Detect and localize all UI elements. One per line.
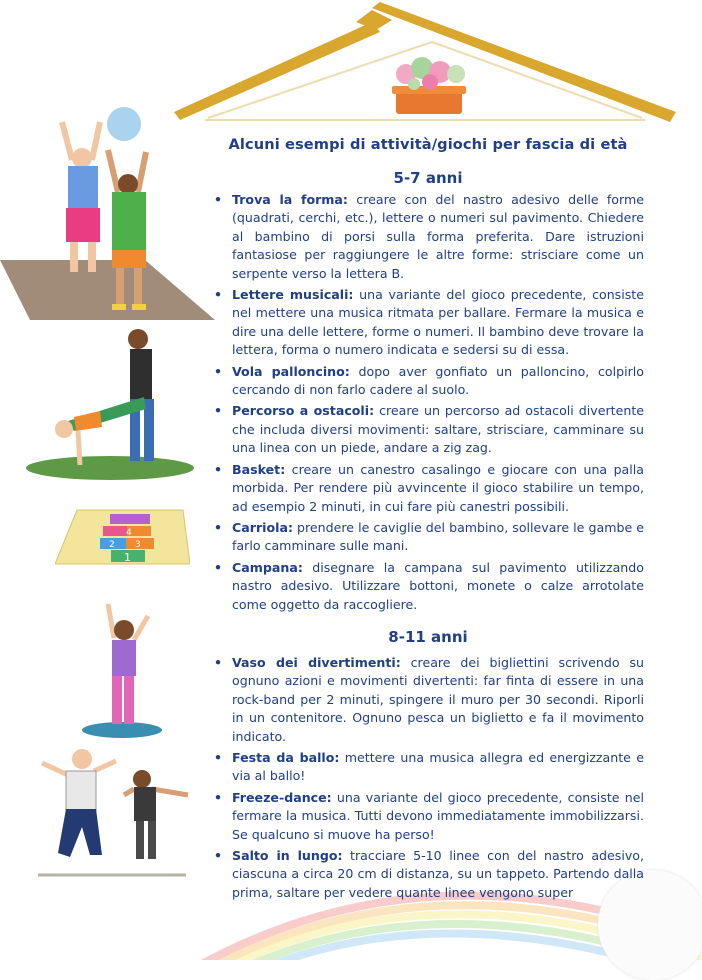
hopscotch-number-2: 2 bbox=[109, 540, 115, 550]
activity-description: prendere le caviglie del bambino, sollevare le gambe e farlo camminare sulle mani. bbox=[232, 519, 644, 554]
activity-name: Basket: bbox=[232, 461, 286, 477]
bullet-icon: • bbox=[214, 403, 223, 419]
activity-name: Vaso dei divertimenti: bbox=[232, 654, 401, 670]
bullet-icon: • bbox=[214, 654, 223, 670]
children-balloon-illustration bbox=[0, 100, 215, 320]
age-heading-8-11: 8-11 anni bbox=[388, 627, 468, 646]
age-heading-5-7: 5-7 anni bbox=[393, 169, 463, 187]
activity-name: Trova la forma: bbox=[232, 192, 348, 207]
list-item bbox=[212, 847, 644, 902]
activity-name: Percorso a ostacoli: bbox=[232, 403, 375, 419]
list-item bbox=[212, 559, 644, 614]
list-item bbox=[212, 286, 644, 360]
activity-name: Lettere musicali: bbox=[232, 287, 354, 303]
activities-content bbox=[212, 136, 644, 905]
bullet-icon: • bbox=[214, 559, 223, 575]
activity-description: una variante del gioco precedente, consiste nel fermare la musica. Tutti devono immediatamente immobilizzarsi. Se qualcuno si muove ha perso! bbox=[232, 789, 644, 842]
activity-description: creare un canestro casalingo e giocare con una palla morbida. Per rendere più avvincente il gioco stabilire un tempo, ad esempio 2 minuti, in cui fare più canestri possibili. bbox=[232, 461, 644, 514]
list-item bbox=[212, 749, 644, 786]
activity-name: Carriola: bbox=[232, 519, 293, 535]
page-title: Alcuni esempi di attività/giochi per fascia di età bbox=[228, 136, 628, 153]
bullet-icon: • bbox=[214, 287, 223, 303]
bullet-icon: • bbox=[214, 519, 223, 535]
activity-description: mettere una musica allegra ed energizzante e via al ballo! bbox=[232, 749, 645, 784]
list-item bbox=[212, 191, 644, 283]
activity-name: Salto in lungo: bbox=[232, 848, 343, 863]
activity-name: Vola palloncino: bbox=[232, 363, 350, 379]
bullet-icon: • bbox=[214, 363, 223, 379]
activity-description: tracciare 5-10 linee con del nastro adesivo, ciascuna a circa 20 cm di distanza, su un tappeto. Partendo dalla prima, saltare per vedere quante linee vengono super bbox=[232, 848, 645, 900]
dancing-girl-illustration bbox=[78, 600, 168, 742]
flower-pot-icon bbox=[392, 57, 466, 114]
list-item bbox=[212, 519, 644, 556]
hopscotch-number-1: 1 bbox=[124, 551, 131, 564]
activity-description: disegnare la campana sul pavimento utilizzando nastro adesivo. Utilizzare bottoni, monete o calze arrotolate come oggetto da raccogliere. bbox=[232, 559, 644, 612]
list-item bbox=[212, 654, 644, 746]
bullet-icon: • bbox=[214, 789, 223, 805]
activity-description: creare dei bigliettini scrivendo su ognuno azioni e movimenti divertenti: far finta di essere in una rock-band per 2 minuti, spingere il muro per 30 secondi. Riporli in un contenitore. Ognuno pesca un biglietto e fa il movimento indicato. bbox=[232, 654, 644, 744]
list-item bbox=[212, 461, 644, 516]
hopscotch-number-4: 4 bbox=[126, 528, 132, 538]
list-item bbox=[212, 789, 644, 844]
activity-name: Festa da ballo: bbox=[232, 749, 340, 765]
list-item bbox=[212, 363, 644, 400]
activity-description: dopo aver gonfiato un palloncino, colpirlo cercando di non farlo cadere al suolo. bbox=[232, 363, 644, 398]
activity-description: creare con del nastro adesivo delle forme (quadrati, cerchi, etc.), lettere o numeri sul pavimento. Chiedere al bambino di porsi sulla forma preferita. Dare istruzioni fantasiose per raggiungere le altre forme: strisciare come un serpente verso la lettera B. bbox=[232, 192, 644, 281]
activity-name: Freeze-dance: bbox=[232, 789, 332, 805]
hopscotch-illustration bbox=[55, 508, 190, 566]
activity-description: creare un percorso ad ostacoli divertente che includa diversi movimenti: saltare, strisciare, camminare su una linea con un piede, andare a zig zag. bbox=[232, 403, 644, 456]
bullet-icon: • bbox=[214, 461, 223, 477]
bullet-icon: • bbox=[214, 848, 223, 863]
activity-description: una variante del gioco precedente, consiste nel mettere una musica ritmata per ballare. Fermare la musica e dire una delle lettere, forme o numeri. Il bambino deve trovare la lettera, forma o numero indicata e sedersi su di essa. bbox=[232, 287, 644, 358]
bullet-icon: • bbox=[214, 192, 223, 207]
bullet-icon: • bbox=[214, 749, 223, 765]
list-item bbox=[212, 402, 644, 457]
activity-list-8-11 bbox=[212, 654, 644, 902]
hopscotch-number-3: 3 bbox=[135, 540, 141, 550]
wheelbarrow-game-illustration bbox=[20, 325, 200, 485]
dancing-adult-and-child-illustration bbox=[38, 745, 196, 881]
activity-name: Campana: bbox=[232, 559, 303, 575]
activity-list-5-7 bbox=[212, 191, 644, 614]
